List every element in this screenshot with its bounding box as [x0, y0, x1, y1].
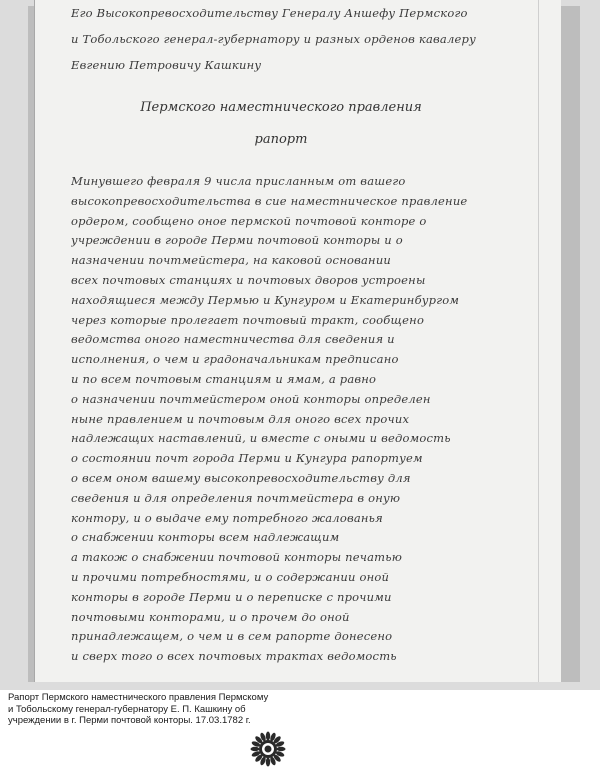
- manuscript-line: назначении почтмейстера, на каковой основании: [71, 253, 392, 268]
- manuscript-line: исполнения, о чем и градоначальникам предписано: [71, 352, 399, 367]
- manuscript-line: почтовыми конторами, и о прочем до оной: [71, 609, 350, 624]
- manuscript-line: и по всем почтовым станциям и ямам, а равно: [71, 372, 377, 386]
- manuscript-line: ныне правлением и почтовым для оного всех прочих: [71, 411, 410, 426]
- manuscript-line: и сверх того о всех почтовых трактах ведомость: [71, 649, 397, 664]
- ornamental-rosette-icon: [248, 728, 288, 770]
- manuscript-line: находящиеся между Пермью и Кунгуром и Екатеринбургом: [71, 292, 460, 307]
- manuscript-line: о состоянии почт города Перми и Кунгура рапортуем: [71, 451, 423, 466]
- manuscript-line: через которые пролегает почтовый тракт, сообщено: [71, 312, 425, 327]
- manuscript-line: сведения и для определения почтмейстера в оную: [71, 490, 401, 505]
- intro-line: Евгению Петровичу Кашкину: [71, 58, 262, 72]
- manuscript-line: принадлежащем, о чем и в сем рапорте донесено: [71, 629, 393, 644]
- caption-line: Рапорт Пермского наместнического правления Пермскому: [8, 692, 269, 703]
- caption-line: и Тобольскому генерал-губернатору Е. П. Кашкину об: [8, 703, 246, 715]
- manuscript-line: о снабжении конторы всем надлежащим: [71, 530, 340, 545]
- manuscript-line: конторы в городе Перми и о переписке с прочими: [71, 589, 392, 604]
- manuscript-subheading: рапорт: [254, 132, 308, 147]
- caption-line: учреждении в г. Перми почтовой конторы. 17.03.1782 г.: [8, 715, 251, 726]
- manuscript-line: о назначении почтмейстером оной конторы определен: [71, 391, 431, 406]
- manuscript-line: высокопревосходительства в сие наместническое правление: [71, 193, 468, 208]
- rosette-petal: [266, 758, 270, 767]
- rosette-petal: [266, 732, 270, 741]
- rosette-petal: [277, 747, 286, 751]
- intro-line: Его Высокопревосходительству Генералу Аншефу Пермского: [71, 6, 468, 20]
- manuscript-line: ведомства оного наместничества для сведения и: [71, 332, 395, 347]
- page-fold: [538, 0, 539, 682]
- manuscript-line: Минувшего февраля 9 числа присланным от вашего: [71, 174, 406, 188]
- manuscript-page: [34, 0, 561, 682]
- intro-line: и Тобольского генерал-губернатору и разных орденов кавалеру: [71, 32, 476, 46]
- manuscript-line: а також о снабжении почтовой конторы печатью: [71, 550, 403, 565]
- manuscript-line: и прочими потребностями, и о содержании оной: [71, 570, 390, 584]
- manuscript-line: всех почтовых станциях и почтовых дворов устроены: [71, 273, 426, 287]
- manuscript-line: ордером, сообщено оное пермской почтовой конторе о: [71, 213, 427, 228]
- photo-caption: [8, 692, 308, 727]
- manuscript-line: учреждении в городе Перми почтовой конторы и о: [71, 233, 403, 248]
- rosette-petal: [251, 747, 260, 751]
- manuscript-line: о всем оном вашему высокопревосходительству для: [71, 471, 411, 485]
- manuscript-line: контору, и о выдаче ему потребного жалованья: [71, 510, 383, 525]
- manuscript-heading: Пермского наместнического правления: [140, 100, 422, 115]
- rosette-center: [265, 746, 272, 753]
- manuscript-line: надлежащих наставлений, и вместе с оными и ведомость: [71, 431, 451, 446]
